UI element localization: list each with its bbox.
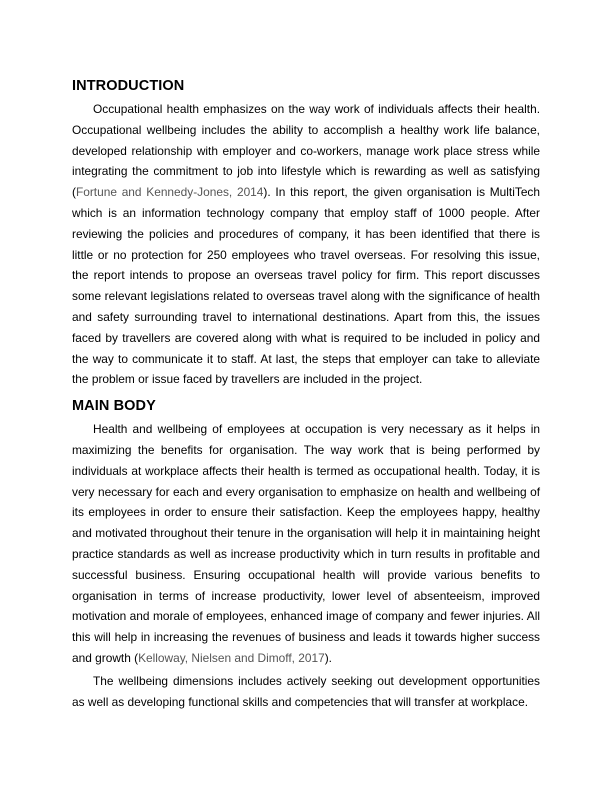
- main-body-text-end: ).: [324, 650, 332, 665]
- main-body-paragraph-2: The wellbeing dimensions includes actively seeking out development opportunities as well as developing functional skills and competencies that will transfer at workplace.: [72, 673, 540, 709]
- main-body-heading: MAIN BODY: [72, 398, 156, 415]
- introduction-paragraph: [72, 99, 540, 390]
- introduction-citation: Fortune and Kennedy-Jones, 2014: [75, 185, 264, 200]
- introduction-text-end: ). In this report, the given organisation is MultiTech which is an information technology company that employ staff of 1000 people. After reviewing the policies and procedures of company, it has been identified that there is little or no protection for 250 employees who travel overseas. For resolving this issue, the report intends to propose an overseas travel policy for firm. This report discusses some relevant legislations related to overseas travel along with the significance of health and safety surrounding travel to international destinations. Apart from this, the issues faced by travellers are covered along with what is required to be included in policy and the way to communicate it to staff. At last, the steps that employer can take to alleviate the problem or issue faced by travellers are included in the project.: [72, 185, 540, 387]
- introduction-text-start: Occupational health emphasizes on the way work of individuals affects their health. Occupational wellbeing includes the ability to accomplish a healthy work life balance, developed relationship with employer and co-workers, manage work place stress while integrating the commitment to job into lifestyle which is rewarding as well as satisfying (: [72, 102, 540, 200]
- document-page: [72, 78, 540, 712]
- main-body-citation: Kelloway, Nielsen and Dimoff, 2017: [138, 650, 325, 665]
- introduction-heading: INTRODUCTION: [72, 78, 185, 94]
- main-body-paragraph-1: [72, 419, 540, 669]
- main-body-text-start: Health and wellbeing of employees at occupation is very necessary as it helps in maximizing the benefits for organisation. The way work that is being performed by individuals at workplace affects their health is termed as occupational health. Today, it is very necessary for each and every organisation to emphasize on health and wellbeing of its employees in order to ensure their satisfaction. Keep the employees happy, healthy and motivated throughout their tenure in the organisation will help it in maintaining height practice standards as well as increase productivity which in turn results in profitable and successful business. Ensuring occupational health will provide various benefits to organisation in terms of increase productivity, lower level of absenteeism, improved motivation and morale of employees, enhanced image of company and fewer injuries. All this will help in increasing the revenues of business and leads it towards higher success and growth (: [72, 422, 540, 665]
